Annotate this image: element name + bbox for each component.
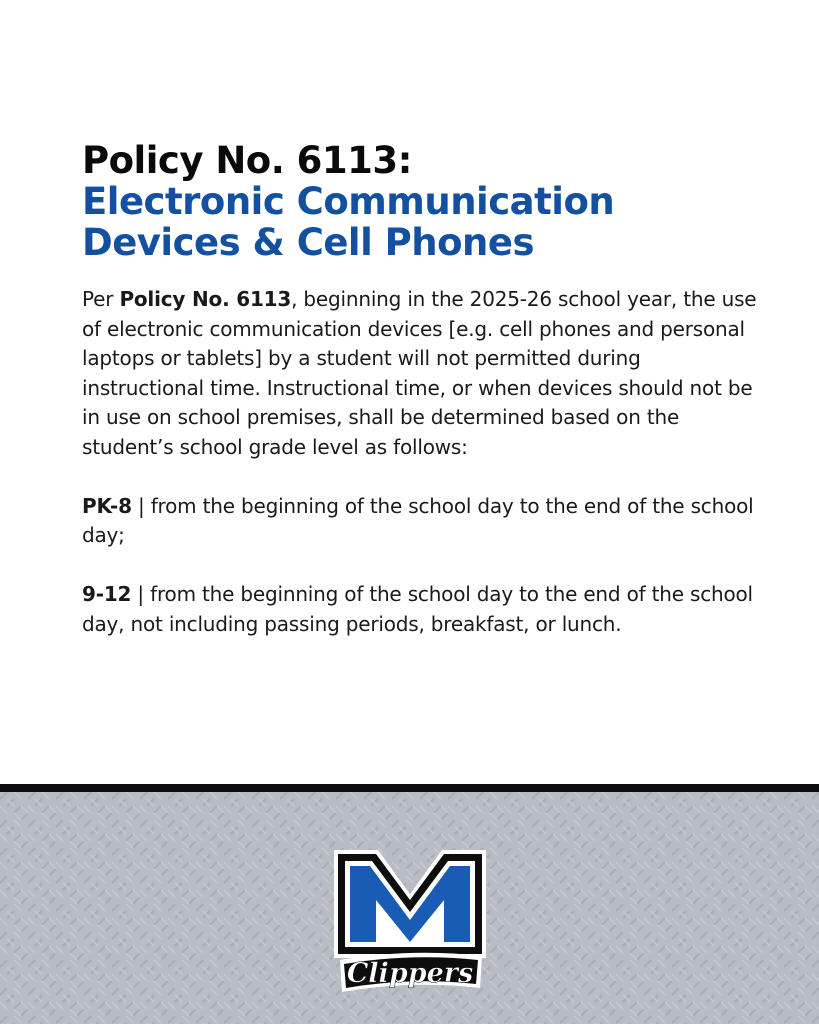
policy-number-heading: Policy No. 6113: (82, 139, 412, 182)
intro-prefix: Per (82, 287, 120, 311)
footer-banner (0, 784, 819, 1024)
logo-wordmark: Clippers (346, 958, 474, 989)
policy-body (82, 285, 762, 639)
rule-separator: | (131, 582, 151, 606)
clippers-logo (332, 848, 488, 994)
rule-pk8 (82, 492, 762, 551)
policy-title-line-2: Devices & Cell Phones (82, 221, 535, 264)
policy-content (82, 140, 762, 669)
rule-text: from the beginning of the school day to the end of the school day, not including passing periods, breakfast, or lunch. (82, 582, 753, 636)
rule-9-12 (82, 580, 762, 639)
rule-text: from the beginning of the school day to the end of the school day; (82, 493, 754, 547)
policy-title-line-1: Electronic Communication (82, 180, 615, 223)
intro-paragraph (82, 285, 762, 462)
rule-separator: | (131, 493, 151, 518)
intro-text: , beginning in the 2025-26 school year, the use of electronic communication devices [e.g. cell phones and personal laptops or tablets] by a student will not permitted during instructional time. Instructional time, or when devices should not be in use on school premises, shall be determined based on the student’s school grade level as follows: (82, 287, 757, 459)
rule-grade-label: 9-12 (82, 582, 132, 606)
rule-grade-label: PK-8 (82, 493, 132, 518)
intro-policy-reference: Policy No. 6113 (119, 287, 292, 311)
